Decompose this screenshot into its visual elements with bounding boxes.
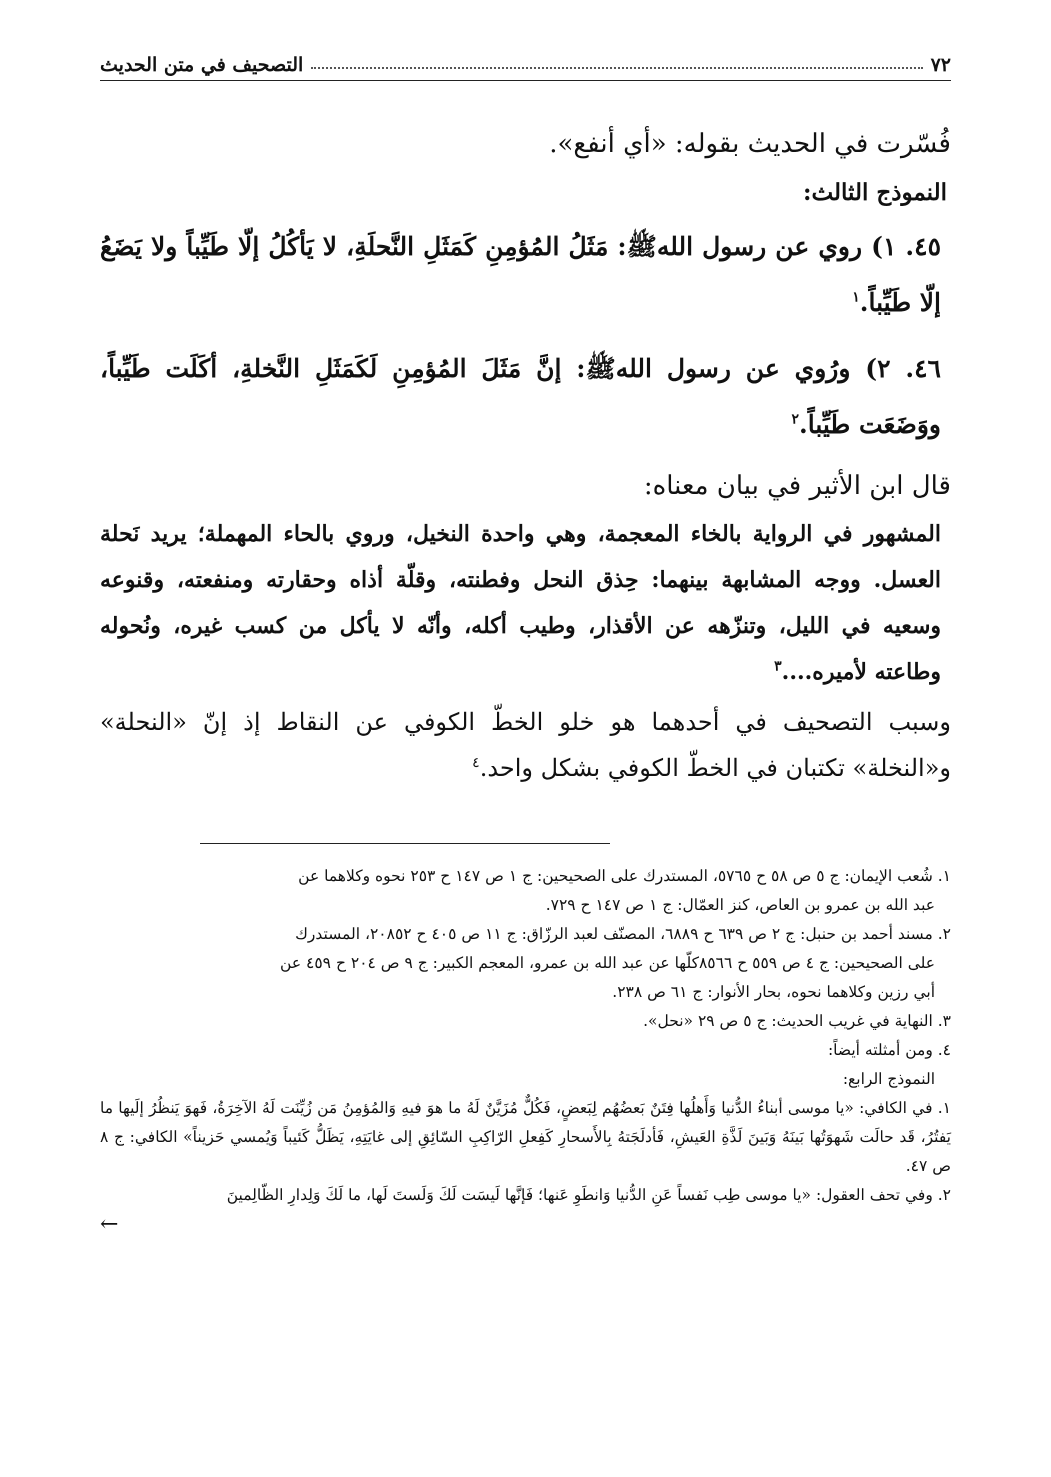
hadith-46-text: ٤٦. ٢) ورُوي عن رسول اللهﷺ: إنَّ مَثَلَ المُؤمِنِ لَكَمَثَلِ النَّخلةِ، أكَلَت طَيِّباً، ووَضَعَت طَيِّباً. — [100, 354, 941, 439]
page-header — [100, 40, 951, 76]
footnote-ref-3: ٣ — [774, 658, 782, 675]
hadith-46 — [100, 341, 951, 453]
running-title: التصحيف في متن الحديث — [100, 54, 304, 76]
footnote-4-item-1: ١. في الكافي: «يا موسى أبناءُ الدُّنيا وَأَهلُها فِتَنٌ بَعضُهُم لِبَعضٍ، فَكُلٌّ مُزَيَّنٌ لَهُ ما هوَ فيهِ وَالمُؤمِنُ مَن زُيِّنَت لَهُ الآخِرَةُ، فَهوَ يَنظُرُ إلَيها ما يَفتُرُ، قَد حالَت شَهوَتُها بَينَهُ وَبَينَ لَذَّةِ العَيشِ، فَأدلَجَتهُ بِالأَسحارِ كَفِعلِ الرّاكِبِ السّائِقِ إلى غايَتِهِ، يَظَلُّ كَئيباً وَيُمسي حَزيناً» الكافي: ج ٨ ص ٤٧. — [100, 1099, 951, 1175]
main-text — [100, 121, 951, 791]
footnote-ref-1: ١ — [852, 289, 860, 306]
footnote-1-line-2: عبد الله بن عمرو بن العاص، كنز العمّال: ج ١ ص ١٤٧ ح ٧٢٩. — [545, 896, 935, 914]
page-number: ٧٢ — [930, 54, 951, 76]
footnote-4-heading: النموذج الرابع: — [842, 1070, 935, 1088]
conclusion-text: وسبب التصحيف في أحدهما هو خلو الخطّ الكوفي عن النقاط إذ إنّ «النحلة» و«النخلة» تكتبان في الخطّ الكوفي بشكل واحد. — [100, 708, 951, 782]
intro-line: فُسّرت في الحديث بقوله: «أي أنفع». — [549, 129, 951, 159]
footnote-ref-4: ٤ — [472, 755, 480, 771]
footnote-rule — [200, 843, 610, 844]
section-heading: النموذج الثالث: — [802, 179, 947, 206]
footnote-2-line-3: أبي رزين وكلاهما نحوه، بحار الأنوار: ج ٦١ ص ٢٣٨. — [612, 983, 935, 1001]
header-rule — [100, 80, 951, 81]
footnote-ref-2: ٢ — [791, 411, 799, 428]
quote-text: المشهور في الرواية بالخاء المعجمة، وهي واحدة النخيل، وروي بالحاء المهملة؛ يريد نَحلة العسل. ووجه المشابهة بينهما: حِذق النحل وفطنته، وقلّة أذاه وحقارته ومنفعته، وقنوعه وسعيه في الليل، وتنزّهه عن الأقذار، وطيب أكله، وأنّه لا يأكل من كسب غيره، ونُحوله وطاعته لأميره.... — [100, 521, 942, 685]
ibn-athir-quote — [100, 511, 951, 695]
continue-arrow-icon: ← — [100, 1212, 119, 1237]
footnote-4-item-2: ٢. وفي تحف العقول: «يا موسى طِب نَفساً عَنِ الدُّنيا وَانطَوِ عَنها؛ فَإنَّها لَيسَت لَكَ وَلَستَ لَها، ما لَكَ وَلِدارِ الظّالِمينَ — [226, 1186, 951, 1204]
header-dot-leader — [311, 67, 922, 69]
footnote-2-line-1: ٢. مسند أحمد بن حنبل: ج ٢ ص ٦٣٩ ح ٦٨٨٩، المصنّف لعبد الرزّاق: ج ١١ ص ٤٠٥ ح ٢٠٨٥٢، المستدرك — [295, 925, 951, 943]
footnote-1-line-1: ١. شُعب الإيمان: ج ٥ ص ٥٨ ح ٥٧٦٥، المستدرك على الصحيحين: ج ١ ص ١٤٧ ح ٢٥٣ نحوه وكلاهما عن — [298, 867, 951, 885]
footnote-3: ٣. النهاية في غريب الحديث: ج ٥ ص ٢٩ «نحل». — [643, 1012, 951, 1030]
hadith-45 — [100, 219, 951, 331]
conclusion-paragraph — [100, 699, 951, 791]
footnote-4: ٤. ومن أمثلته أيضاً: — [827, 1041, 951, 1059]
hadith-45-text: ٤٥. ١) روي عن رسول اللهﷺ: مَثَلُ المُؤمِنِ كَمَثَلِ النَّحلَةِ، لا يَأكُلُ إلّا طَيِّباً ولا يَضَعُ إلّا طَيِّباً. — [100, 232, 941, 317]
lead-line: قال ابن الأثير في بيان معناه: — [643, 471, 951, 501]
footnotes — [100, 862, 951, 1240]
footnote-2-line-2: على الصحيحين: ج ٤ ص ٥٥٩ ح ٨٥٦٦كلّها عن عبد الله بن عمرو، المعجم الكبير: ج ٩ ص ٢٠٤ ح ٤٥٩ عن — [280, 954, 935, 972]
